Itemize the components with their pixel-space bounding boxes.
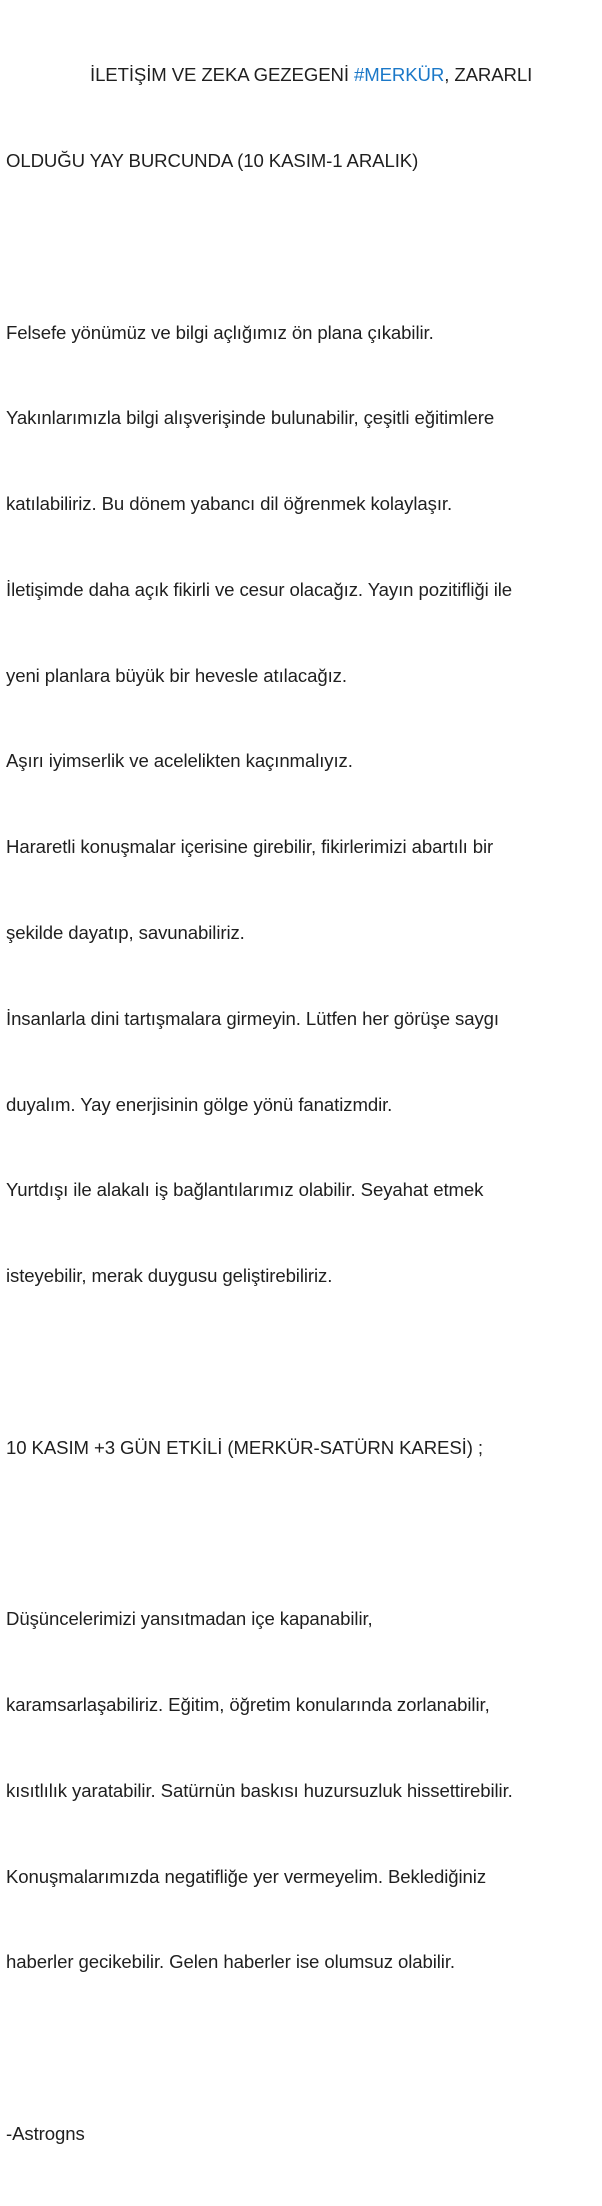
section-line: Konuşmalarımızda negatifliğe yer vermeyelim. Beklediğiniz xyxy=(6,1865,487,1887)
body-line: İnsanlarla dini tartışmalara girmeyin. Lütfen her görüşe saygı xyxy=(6,1007,499,1029)
paragraph-gap xyxy=(6,1348,598,1377)
section-body xyxy=(6,1548,598,2034)
section-line: Düşüncelerimizi yansıtmadan içe kapanabilir, xyxy=(6,1608,373,1630)
post-title-line-2: OLDUĞU YAY BURCUNDA (10 KASIM-1 ARALIK) xyxy=(6,149,419,171)
post-title-text-end: , ZARARLI xyxy=(444,64,533,86)
body-line: duyalım. Yay enerjisinin gölge yönü fanatizmdir. xyxy=(6,1093,393,1115)
signature xyxy=(6,2063,598,2206)
body-line: katılabiliriz. Bu dönem yabancı dil öğrenmek kolaylaşır. xyxy=(6,493,453,515)
section-heading xyxy=(6,1377,598,1520)
post-text xyxy=(6,4,598,2206)
section-heading-text: 10 KASIM +3 GÜN ETKİLİ (MERKÜR-SATÜRN KARESİ) ; xyxy=(6,1436,483,1458)
section-line: karamsarlaşabiliriz. Eğitim, öğretim konularında zorlanabilir, xyxy=(6,1694,490,1716)
body-line: İletişimde daha açık fikirli ve cesur olacağız. Yayın pozitifliği ile xyxy=(6,578,513,600)
post-title xyxy=(6,4,598,233)
section-line: kısıtlılık yaratabilir. Satürnün baskısı huzursuzluk hissettirebilir. xyxy=(6,1779,513,1801)
body-line: Yurtdışı ile alakalı iş bağlantılarımız olabilir. Seyahat etmek xyxy=(6,1179,484,1201)
body-line: isteyebilir, merak duygusu geliştirebiliriz. xyxy=(6,1265,333,1287)
post-title-text-start: İLETİŞİM VE ZEKA GEZEGENİ xyxy=(90,64,354,86)
paragraph-gap xyxy=(6,1519,598,1548)
body-line: yeni planlara büyük bir hevesle atılacağız. xyxy=(6,664,347,686)
post-body xyxy=(6,261,598,1348)
body-line: Hararetli konuşmalar içerisine girebilir, fikirlerimizi abartılı bir xyxy=(6,836,494,858)
signature-text: -Astrogns xyxy=(6,2122,85,2144)
hashtag-link[interactable]: #MERKÜR xyxy=(353,64,445,86)
paragraph-gap xyxy=(6,233,598,262)
body-line: Felsefe yönümüz ve bilgi açlığımız ön plana çıkabilir. xyxy=(6,321,434,343)
body-line: Yakınlarımızla bilgi alışverişinde bulunabilir, çeşitli eğitimlere xyxy=(6,407,495,429)
section-line: haberler gecikebilir. Gelen haberler ise olumsuz olabilir. xyxy=(6,1951,455,1973)
body-line: Aşırı iyimserlik ve acelelikten kaçınmalıyız. xyxy=(6,750,353,772)
post-title-line-1 xyxy=(6,61,598,90)
body-line: şekilde dayatıp, savunabiliriz. xyxy=(6,922,245,943)
paragraph-gap xyxy=(6,2034,598,2063)
